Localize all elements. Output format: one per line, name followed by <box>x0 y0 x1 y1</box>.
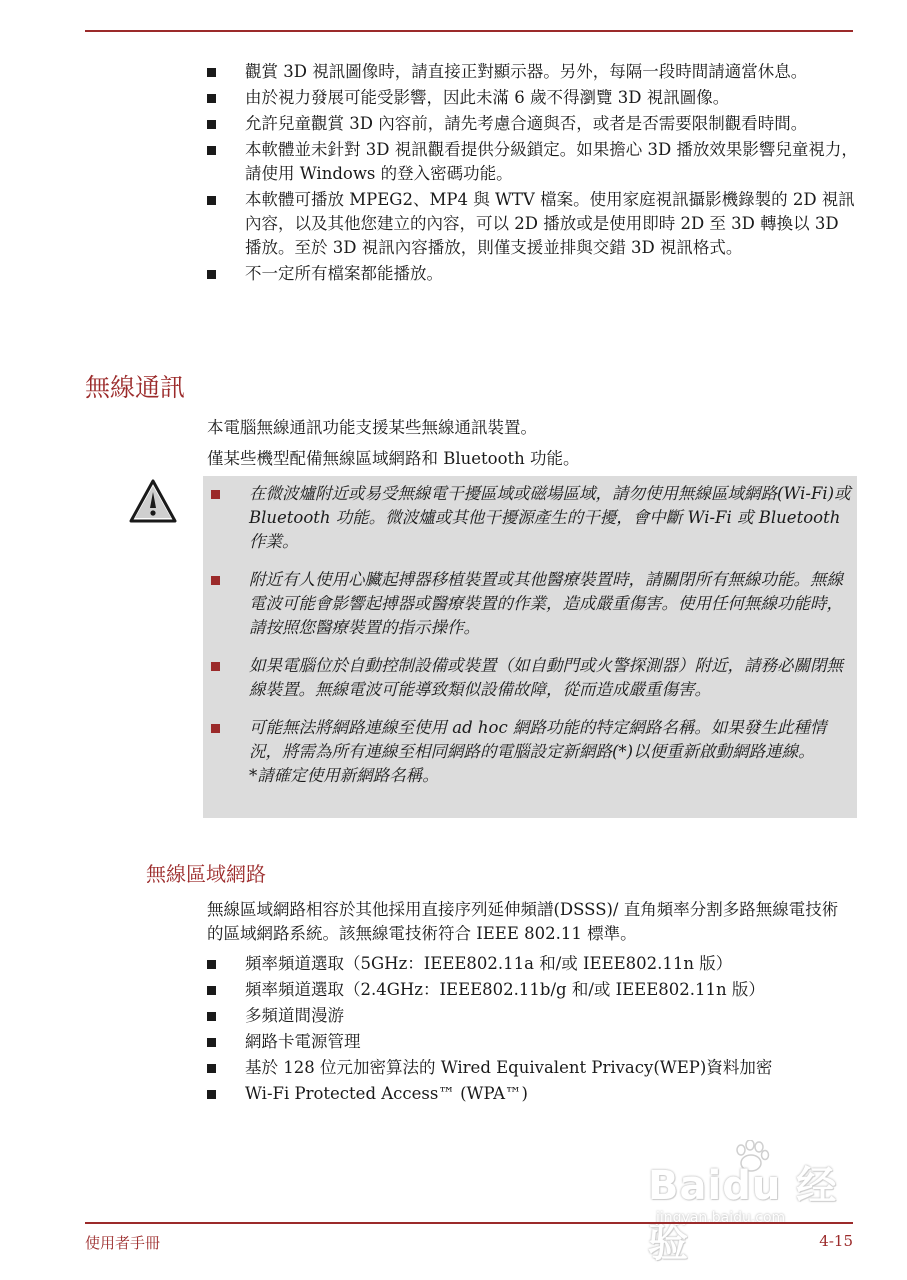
square-bullet-icon <box>211 662 220 671</box>
square-bullet-icon <box>207 120 216 129</box>
warning-triangle-icon <box>128 478 178 524</box>
list-item: 頻率頻道選取（5GHz：IEEE802.11a 和/或 IEEE802.11n 版） <box>205 952 860 976</box>
square-bullet-icon <box>207 196 216 205</box>
wlan-features-list <box>205 952 860 1108</box>
square-bullet-icon <box>207 960 216 969</box>
watermark-url: jingyan.baidu.com <box>656 1210 786 1226</box>
square-bullet-icon <box>207 1012 216 1021</box>
subsection-title: 無線區域網路 <box>146 862 266 886</box>
warning-item: 如果電腦位於自動控制設備或裝置（如自動門或火警探測器）附近，請務必關閉無線裝置。無線電波可能導致類似設備故障，從而造成嚴重傷害。 <box>207 654 851 702</box>
square-bullet-icon <box>207 270 216 279</box>
list-item: 本軟體並未針對 3D 視訊觀看提供分級鎖定。如果擔心 3D 播放效果影響兒童視力，請使用 Windows 的登入密碼功能。 <box>205 138 860 186</box>
list-item: Wi-Fi Protected Access™ (WPA™) <box>205 1082 860 1106</box>
intro-paragraph: 本電腦無線通訊功能支援某些無線通訊裝置。 <box>207 418 537 437</box>
list-item: 觀賞 3D 視訊圖像時，請直接正對顯示器。另外，每隔一段時間請適當休息。 <box>205 60 860 84</box>
warning-item: 附近有人使用心臟起搏器移植裝置或其他醫療裝置時，請關閉所有無線功能。無線電波可能會影響起搏器或醫療裝置的作業，造成嚴重傷害。使用任何無線功能時，請按照您醫療裝置的指示操作。 <box>207 568 851 640</box>
square-bullet-icon <box>211 724 220 733</box>
list-item: 基於 128 位元加密算法的 Wired Equivalent Privacy(WEP)資料加密 <box>205 1056 860 1080</box>
warning-note: *請確定使用新網路名稱。 <box>249 766 439 785</box>
section-title: 無線通訊 <box>85 373 186 402</box>
square-bullet-icon <box>207 146 216 155</box>
wlan-intro-paragraph: 無線區域網路相容於其他採用直接序列延伸頻譜(DSSS)/ 直角頻率分割多路無線電技術的區域網路系統。該無線電技術符合 IEEE 802.11 標準。 <box>207 900 839 943</box>
square-bullet-icon <box>207 986 216 995</box>
square-bullet-icon <box>207 1038 216 1047</box>
square-bullet-icon <box>207 94 216 103</box>
list-item: 多頻道間漫游 <box>205 1004 860 1028</box>
footer-rule <box>85 1222 853 1224</box>
watermark-logo: Baidu 经验 <box>648 1163 838 1266</box>
square-bullet-icon <box>207 1064 216 1073</box>
intro-paragraph: 僅某些機型配備無線區域網路和 Bluetooth 功能。 <box>207 449 580 468</box>
warning-item: 在微波爐附近或易受無線電干擾區域或磁場區域，請勿使用無線區域網路(Wi-Fi)或 Bluetooth 功能。微波爐或其他干擾源產生的干擾，會中斷 Wi-Fi 或 Bluetooth 作業。 <box>207 482 851 554</box>
square-bullet-icon <box>211 576 220 585</box>
header-rule <box>85 30 853 32</box>
square-bullet-icon <box>211 490 220 499</box>
warning-item: 可能無法將網路連線至使用 ad hoc 網路功能的特定網路名稱。如果發生此種情況，將需為所有連線至相同網路的電腦設定新網路(*)以便重新啟動網路連線。 *請確定使用新網路名稱。 <box>207 716 851 788</box>
list-item: 允許兒童觀賞 3D 內容前，請先考慮合適與否，或者是否需要限制觀看時間。 <box>205 112 860 136</box>
list-item: 本軟體可播放 MPEG2、MP4 與 WTV 檔案。使用家庭視訊攝影機錄製的 2D 視訊內容，以及其他您建立的內容，可以 2D 播放或是使用即時 2D 至 3D 轉換以 3D 播放。至於 3D 視訊內容播放，則僅支援並排與交錯 3D 視訊格式。 <box>205 188 860 260</box>
list-item: 由於視力發展可能受影響，因此未滿 6 歲不得瀏覽 3D 視訊圖像。 <box>205 86 860 110</box>
footer-title: 使用者手冊 <box>85 1234 161 1252</box>
list-item: 網路卡電源管理 <box>205 1030 860 1054</box>
page-number: 4-15 <box>819 1232 853 1250</box>
list-item: 不一定所有檔案都能播放。 <box>205 262 860 286</box>
square-bullet-icon <box>207 1090 216 1099</box>
3d-precautions-list <box>205 60 860 288</box>
list-item: 頻率頻道選取（2.4GHz：IEEE802.11b/g 和/或 IEEE802.11n 版） <box>205 978 860 1002</box>
warning-box <box>203 476 857 818</box>
square-bullet-icon <box>207 68 216 77</box>
warning-list <box>203 476 857 788</box>
